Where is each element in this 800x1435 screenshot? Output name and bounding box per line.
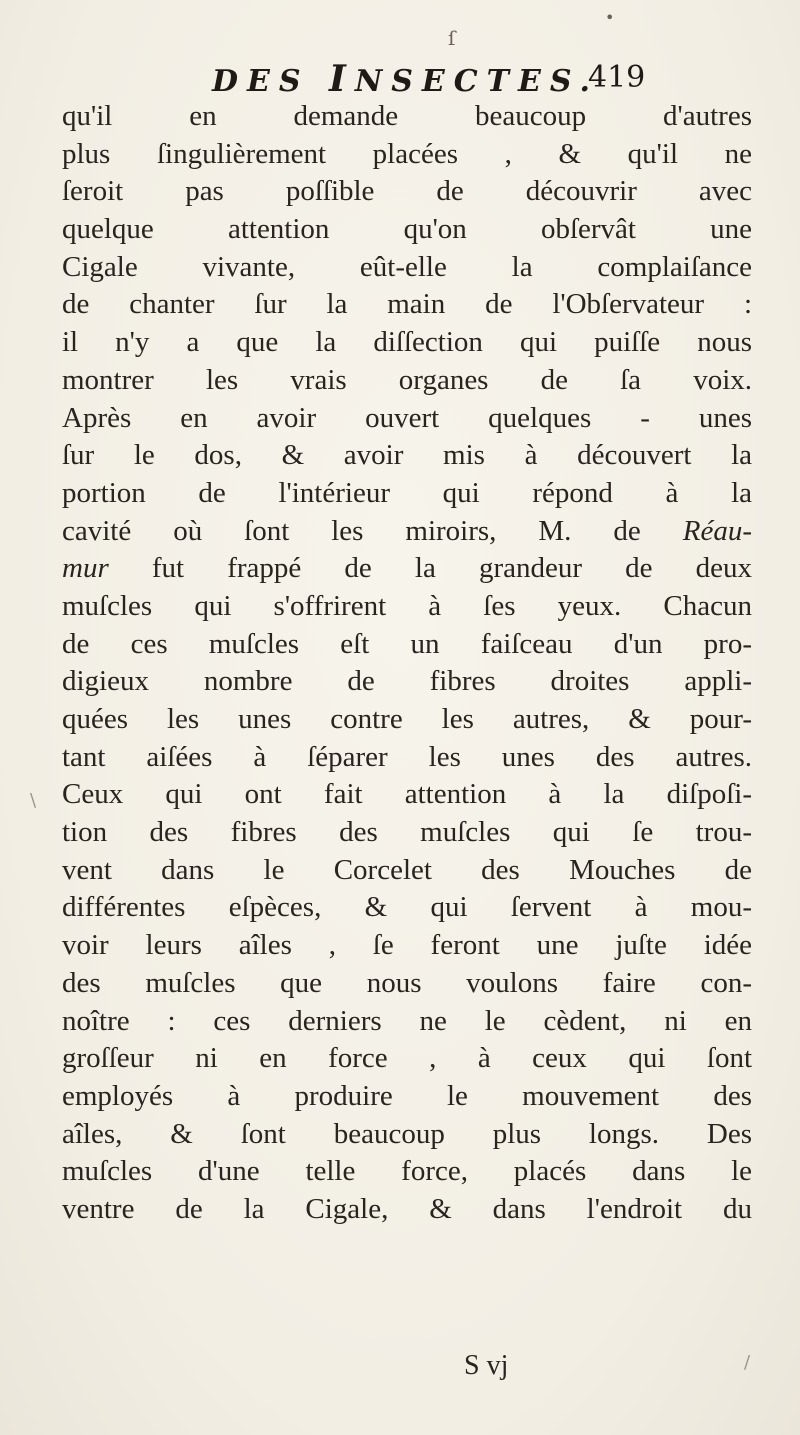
margin-tick-left: \ (30, 790, 37, 811)
running-title-initial: I (329, 58, 355, 100)
text-line: tant aiſées à ſéparer les unes des autres. (62, 740, 752, 773)
text-line: portion de l'intérieur qui répond à la (62, 476, 752, 509)
running-title-part1: DES (212, 64, 329, 99)
text-line: ſur le dos, & avoir mis à découvert la (62, 439, 752, 472)
page-number: 419 (588, 60, 646, 95)
text-line: qu'il en demande beaucoup d'autres (62, 100, 752, 132)
text-line-with-italic (62, 550, 752, 588)
text-line: différentes eſpèces, & qui ſervent à mou- (62, 891, 752, 924)
text-line: noître : ces derniers ne le cèdent, ni en (62, 1004, 752, 1037)
text-line: ventre de la Cigale, & dans l'endroit du (62, 1192, 752, 1225)
text-line: muſcles qui s'offrirent à ſes yeux. Chacun (62, 589, 752, 622)
text-line: Ceux qui ont fait attention à la diſpoſi- (62, 778, 752, 811)
line-13-italic-name: mur (62, 552, 109, 585)
text-line: voir leurs aîles , ſe feront une juſte idée (62, 929, 752, 962)
signature-mark: S vj (464, 1350, 509, 1381)
line-12-roman: cavité où ſont les miroirs, M. de (62, 514, 683, 547)
text-line: Cigale vivante, eût-elle la complaiſance (62, 250, 752, 283)
text-line: tion des fibres des muſcles qui ſe trou- (62, 816, 752, 849)
text-line: des muſcles que nous voulons faire con- (62, 966, 752, 999)
text-line: digieux nombre de fibres droites appli- (62, 665, 752, 698)
text-line: Après en avoir ouvert quelques - unes (62, 401, 752, 434)
text-line: il n'y a que la diſſection qui puiſſe nous (62, 326, 752, 359)
text-line: quées les unes contre les autres, & pour- (62, 703, 752, 735)
text-line: de chanter ſur la main de l'Obſervateur : (62, 288, 752, 321)
text-line: plus ſingulièrement placées , & qu'il ne (62, 137, 752, 170)
running-title-part2: NSECTES. (354, 64, 599, 99)
text-line: quelque attention qu'on obſervât une (62, 213, 752, 246)
text-line: vent dans le Corcelet des Mouches de (62, 853, 752, 886)
text-line: ſeroit pas poſſible de découvrir avec (62, 175, 752, 208)
text-line: muſcles d'une telle force, placés dans le (62, 1155, 752, 1188)
line-13-roman: fut frappé de la grandeur de deux (108, 552, 752, 585)
text-line: de ces muſcles eſt un faiſceau d'un pro- (62, 627, 752, 660)
text-line: aîles, & ſont beaucoup plus longs. Des (62, 1117, 752, 1150)
pencil-s-mark: ſ (448, 26, 456, 50)
text-line: employés à produire le mouvement des (62, 1079, 752, 1112)
margin-tick-right: / (744, 1352, 751, 1373)
line-12-italic-name: Réau- (682, 514, 752, 547)
body-text (62, 98, 752, 1229)
running-title (212, 58, 599, 100)
text-line: montrer les vrais organes de ſa voix. (62, 363, 752, 396)
text-line-with-italic (62, 513, 752, 551)
text-line: groſſeur ni en force , à ceux qui ſont (62, 1042, 752, 1075)
ink-dot-mark: • (605, 8, 615, 27)
